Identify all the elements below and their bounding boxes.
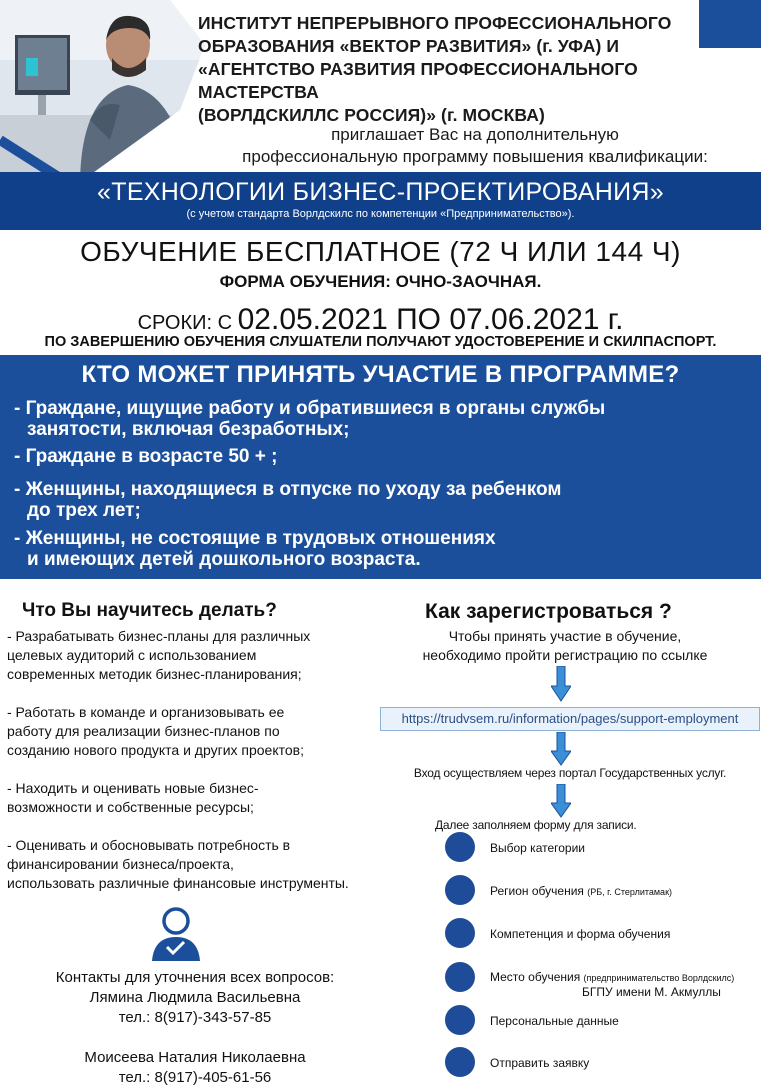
institute-line: ИНСТИТУТ НЕПРЕРЫВНОГО ПРОФЕССИОНАЛЬНОГО — [198, 13, 672, 33]
learn-line: целевых аудиторий с использованием — [7, 647, 257, 663]
invite-text — [190, 124, 760, 168]
program-banner — [0, 172, 761, 230]
institute-line: «АГЕНТСТВО РАЗВИТИЯ ПРОФЕССИОНАЛЬНОГО МАСТЕРСТВА — [198, 59, 638, 102]
learn-line: - Работать в команде и организовывать ее — [7, 704, 285, 720]
register-sub-line: Чтобы принять участие в обучение, — [448, 628, 682, 644]
registration-link[interactable]: https://trudvsem.ru/information/pages/support-employment — [380, 707, 760, 731]
who-item-line: - Женщины, не состоящие в трудовых отношениях — [14, 528, 496, 549]
step-dot — [445, 875, 475, 905]
learn-list — [7, 627, 387, 912]
who-item-line: занятости, включая безработных; — [27, 419, 350, 440]
step-dot — [445, 832, 475, 862]
step-extra: БГПУ имени М. Акмуллы — [582, 985, 721, 999]
step-note: (предпринимательство Ворлдскилс) — [583, 973, 735, 983]
who-item — [14, 479, 561, 521]
learn-heading: Что Вы научитесь делать? — [22, 600, 277, 621]
register-subtitle — [395, 627, 735, 665]
contact-phone: тел.: 8(917)-405-61-56 — [118, 1069, 272, 1086]
training-form: ФОРМА ОБУЧЕНИЯ: ОЧНО-ЗАОЧНАЯ. — [219, 272, 542, 291]
learn-line: финансировании бизнеса/проекта, — [7, 856, 234, 872]
learn-paragraph — [7, 779, 387, 817]
step-label: Отправить заявку — [490, 1056, 590, 1070]
learn-line: созданию нового продукта и других проектов; — [7, 742, 304, 758]
step-dot — [445, 1047, 475, 1077]
contact-phone: тел.: 8(917)-343-57-85 — [118, 1009, 272, 1026]
contacts-block — [0, 968, 390, 1088]
step-label: Выбор категории — [490, 841, 586, 855]
step-dot — [445, 1005, 475, 1035]
learn-paragraph — [7, 703, 387, 760]
step-label: Регион обучения — [490, 884, 588, 898]
register-sub-line: необходимо пройти регистрацию по ссылке — [422, 647, 708, 663]
training-dates — [0, 303, 761, 337]
institute-line: ОБРАЗОВАНИЯ «ВЕКТОР РАЗВИТИЯ» (г. УФА) И — [198, 36, 620, 56]
who-item-line: до трех лет; — [27, 500, 141, 521]
learn-paragraph — [7, 627, 387, 684]
who-section — [0, 355, 761, 579]
learn-line: современных методик бизнес-планирования; — [7, 666, 302, 682]
person-with-checkmark-icon — [148, 905, 204, 963]
step-label: Место обучения — [490, 970, 584, 984]
who-item — [14, 528, 496, 570]
invite-line: профессиональную программу повышения квалификации: — [242, 147, 708, 166]
step-label: Персональные данные — [490, 1014, 619, 1028]
free-training: ОБУЧЕНИЕ БЕСПЛАТНОЕ (72 Ч ИЛИ 144 Ч) — [80, 236, 681, 267]
who-heading: КТО МОЖЕТ ПРИНЯТЬ УЧАСТИЕ В ПРОГРАММЕ? — [81, 361, 680, 388]
gosuslugi-note: Вход осуществляем через портал Государственных услуг. — [413, 766, 727, 780]
learn-line: - Разрабатывать бизнес-планы для различных — [7, 628, 311, 644]
down-arrow-icon — [551, 666, 571, 707]
invite-line: приглашает Вас на дополнительную — [331, 125, 619, 144]
learn-paragraph — [7, 836, 387, 893]
learn-line: - Оценивать и обосновывать потребность в — [7, 837, 291, 853]
header-photo — [0, 0, 205, 180]
fill-form-note: Далее заполняем форму для записи. — [435, 818, 637, 832]
step-dot — [445, 918, 475, 948]
who-item — [14, 446, 277, 467]
step-note: (РБ, г. Стерлитамак) — [587, 887, 672, 897]
register-heading: Как зарегистроваться ? — [425, 600, 672, 623]
step-label: Компетенция и форма обучения — [490, 927, 671, 941]
who-item — [14, 398, 605, 440]
contact-person: Моисеева Наталия Николаевна — [84, 1049, 306, 1066]
dates-label: СРОКИ: С — [137, 312, 238, 334]
institute-line: (ВОРЛДСКИЛЛС РОССИЯ)» (г. МОСКВА) — [198, 105, 545, 125]
learn-line: работу для реализации бизнес-планов по — [7, 723, 280, 739]
step-item — [490, 970, 734, 984]
program-title: «ТЕХНОЛОГИИ БИЗНЕС-ПРОЕКТИРОВАНИЯ» — [97, 178, 664, 206]
contact-person: Лямина Людмила Васильевна — [89, 989, 301, 1006]
step-item — [490, 884, 672, 898]
institute-title — [198, 12, 758, 127]
who-item-line: - Женщины, находящиеся в отпуске по уходу за ребенком — [14, 479, 562, 500]
learn-line: возможности и собственные ресурсы; — [7, 799, 254, 815]
who-item-line: - Граждане, ищущие работу и обратившиеся в органы службы — [14, 398, 606, 419]
learn-line: использовать различные финансовые инструменты. — [7, 875, 349, 891]
learn-line: - Находить и оценивать новые бизнес- — [7, 780, 259, 796]
dates-value: 02.05.2021 ПО 07.06.2021 г. — [237, 303, 624, 336]
step-dot — [445, 962, 475, 992]
contacts-heading: Контакты для уточнения всех вопросов: — [55, 969, 335, 986]
who-item-line: - Граждане в возрасте 50 + ; — [14, 446, 278, 467]
completion-note: ПО ЗАВЕРШЕНИЮ ОБУЧЕНИЯ СЛУШАТЕЛИ ПОЛУЧАЮТ УДОСТОВЕРЕНИЕ И СКИЛПАСПОРТ. — [44, 334, 717, 350]
who-item-line: и имеющих детей дошкольного возраста. — [27, 549, 421, 570]
program-subtitle: (с учетом стандарта Ворлдскилс по компетенции «Предпринимательство»). — [186, 208, 575, 220]
